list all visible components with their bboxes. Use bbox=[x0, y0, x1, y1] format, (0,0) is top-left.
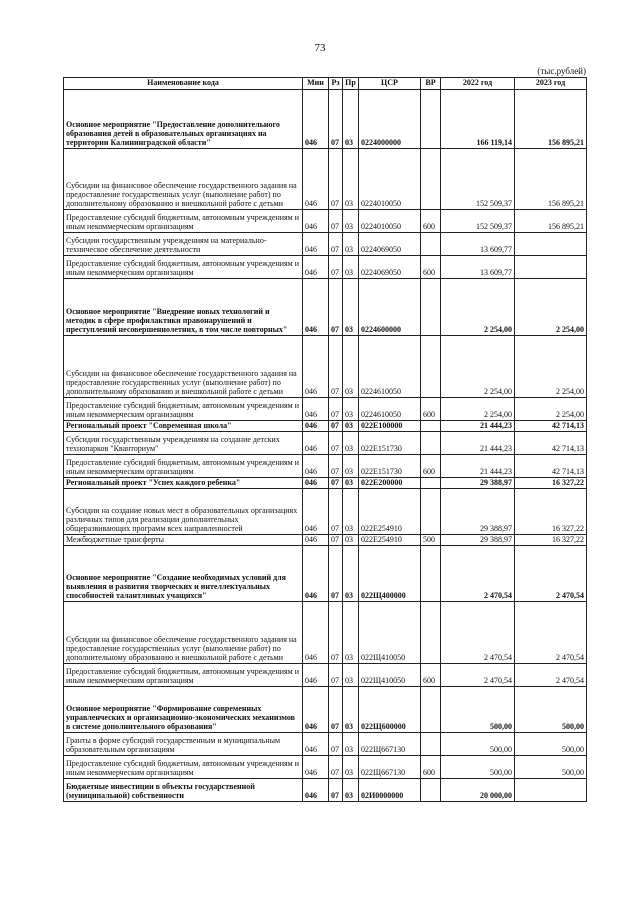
cell-min: 046 bbox=[303, 233, 329, 256]
cell-pr: 03 bbox=[343, 546, 359, 602]
cell-min: 046 bbox=[303, 398, 329, 421]
cell-csr: 022Щ410050 bbox=[359, 664, 421, 687]
cell-rz: 07 bbox=[329, 664, 343, 687]
cell-rz: 07 bbox=[329, 535, 343, 546]
cell-csr: 022E100000 bbox=[359, 421, 421, 432]
table-row bbox=[64, 779, 587, 802]
table-row bbox=[64, 421, 587, 432]
cell-name: Основное мероприятие "Формирование современных управленческих и организационно-экономических механизмов в системе дополнительного образования" bbox=[64, 687, 303, 733]
cell-name: Субсидии на создание новых мест в образовательных организациях различных типов для реализации дополнительных общеразвивающих программ всех направленностей bbox=[64, 489, 303, 535]
cell-2023: 2 470,54 bbox=[515, 602, 587, 664]
cell-vr bbox=[421, 478, 441, 489]
cell-2023: 500,00 bbox=[515, 756, 587, 779]
cell-csr: 0224010050 bbox=[359, 149, 421, 210]
cell-vr bbox=[421, 733, 441, 756]
cell-2022: 2 254,00 bbox=[441, 336, 515, 398]
cell-csr: 02И0000000 bbox=[359, 779, 421, 802]
cell-pr: 03 bbox=[343, 210, 359, 233]
cell-rz: 07 bbox=[329, 398, 343, 421]
cell-2022: 13 609,77 bbox=[441, 256, 515, 279]
cell-2022: 2 254,00 bbox=[441, 279, 515, 336]
table-row bbox=[64, 455, 587, 478]
cell-2023: 2 254,00 bbox=[515, 279, 587, 336]
cell-name: Субсидии на финансовое обеспечение государственного задания на предоставление государственных услуг (выполнение работ) по дополнительному образованию и внешкольной работе с детьми bbox=[64, 336, 303, 398]
header-min: Мин bbox=[303, 78, 329, 90]
cell-2022: 21 444,23 bbox=[441, 455, 515, 478]
cell-2023: 2 254,00 bbox=[515, 398, 587, 421]
cell-pr: 03 bbox=[343, 421, 359, 432]
cell-name: Субсидии на финансовое обеспечение государственного задания на предоставление государственных услуг (выполнение работ) по дополнительному образованию и внешкольной работе с детьми bbox=[64, 602, 303, 664]
cell-name: Межбюджетные трансферты bbox=[64, 535, 303, 546]
cell-vr: 600 bbox=[421, 210, 441, 233]
cell-2022: 152 509,37 bbox=[441, 210, 515, 233]
table-row bbox=[64, 256, 587, 279]
table-row bbox=[64, 398, 587, 421]
cell-csr: 0224069050 bbox=[359, 233, 421, 256]
table-row bbox=[64, 478, 587, 489]
table-row bbox=[64, 535, 587, 546]
cell-min: 046 bbox=[303, 546, 329, 602]
table-row bbox=[64, 336, 587, 398]
cell-min: 046 bbox=[303, 336, 329, 398]
cell-pr: 03 bbox=[343, 687, 359, 733]
cell-2022: 2 470,54 bbox=[441, 664, 515, 687]
cell-vr: 600 bbox=[421, 664, 441, 687]
cell-pr: 03 bbox=[343, 233, 359, 256]
table-row bbox=[64, 90, 587, 149]
cell-rz: 07 bbox=[329, 432, 343, 455]
cell-min: 046 bbox=[303, 455, 329, 478]
cell-rz: 07 bbox=[329, 149, 343, 210]
cell-2023: 42 714,13 bbox=[515, 432, 587, 455]
cell-rz: 07 bbox=[329, 779, 343, 802]
cell-name: Предоставление субсидий бюджетным, автономным учреждениям и иным некоммерческим организациям bbox=[64, 256, 303, 279]
cell-vr bbox=[421, 149, 441, 210]
table-row bbox=[64, 279, 587, 336]
cell-rz: 07 bbox=[329, 478, 343, 489]
table-row bbox=[64, 489, 587, 535]
table-body bbox=[64, 90, 587, 802]
cell-pr: 03 bbox=[343, 149, 359, 210]
cell-2023: 42 714,13 bbox=[515, 421, 587, 432]
cell-csr: 022E254910 bbox=[359, 535, 421, 546]
cell-min: 046 bbox=[303, 779, 329, 802]
cell-2023: 16 327,22 bbox=[515, 478, 587, 489]
cell-csr: 022Щ667130 bbox=[359, 733, 421, 756]
cell-2023: 2 254,00 bbox=[515, 336, 587, 398]
cell-min: 046 bbox=[303, 687, 329, 733]
page-number: 73 bbox=[314, 42, 326, 54]
cell-rz: 07 bbox=[329, 279, 343, 336]
cell-vr bbox=[421, 489, 441, 535]
cell-vr: 600 bbox=[421, 455, 441, 478]
cell-rz: 07 bbox=[329, 602, 343, 664]
cell-2023 bbox=[515, 256, 587, 279]
cell-2022: 2 470,54 bbox=[441, 602, 515, 664]
cell-2023: 2 470,54 bbox=[515, 664, 587, 687]
table-row bbox=[64, 233, 587, 256]
cell-csr: 022E151730 bbox=[359, 455, 421, 478]
cell-2023: 2 470,54 bbox=[515, 546, 587, 602]
cell-min: 046 bbox=[303, 756, 329, 779]
header-2022: 2022 год bbox=[441, 78, 515, 90]
cell-2023: 500,00 bbox=[515, 733, 587, 756]
cell-name: Субсидии государственным учреждениям на создание детских технопарков "Кванториум" bbox=[64, 432, 303, 455]
cell-name: Региональный проект "Успех каждого ребенка" bbox=[64, 478, 303, 489]
cell-name: Субсидии государственным учреждениям на материально-техническое обеспечение деятельности bbox=[64, 233, 303, 256]
cell-pr: 03 bbox=[343, 756, 359, 779]
cell-2023: 16 327,22 bbox=[515, 535, 587, 546]
cell-min: 046 bbox=[303, 279, 329, 336]
cell-min: 046 bbox=[303, 733, 329, 756]
cell-csr: 022Щ410050 bbox=[359, 602, 421, 664]
cell-min: 046 bbox=[303, 421, 329, 432]
cell-2022: 2 470,54 bbox=[441, 546, 515, 602]
cell-pr: 03 bbox=[343, 478, 359, 489]
cell-2022: 29 388,97 bbox=[441, 478, 515, 489]
cell-csr: 022E200000 bbox=[359, 478, 421, 489]
cell-2023 bbox=[515, 779, 587, 802]
cell-vr bbox=[421, 687, 441, 733]
header-2023: 2023 год bbox=[515, 78, 587, 90]
cell-vr: 600 bbox=[421, 256, 441, 279]
cell-pr: 03 bbox=[343, 664, 359, 687]
cell-pr: 03 bbox=[343, 602, 359, 664]
cell-rz: 07 bbox=[329, 546, 343, 602]
budget-table bbox=[63, 77, 587, 802]
cell-name: Предоставление субсидий бюджетным, автономным учреждениям и иным некоммерческим организациям bbox=[64, 455, 303, 478]
cell-csr: 0224010050 bbox=[359, 210, 421, 233]
cell-pr: 03 bbox=[343, 336, 359, 398]
header-rz: Рз bbox=[329, 78, 343, 90]
cell-min: 046 bbox=[303, 90, 329, 149]
cell-min: 046 bbox=[303, 535, 329, 546]
table-header-row bbox=[64, 78, 587, 90]
header-pr: Пр bbox=[343, 78, 359, 90]
cell-vr: 600 bbox=[421, 756, 441, 779]
cell-pr: 03 bbox=[343, 733, 359, 756]
cell-min: 046 bbox=[303, 432, 329, 455]
header-vr: ВР bbox=[421, 78, 441, 90]
cell-min: 046 bbox=[303, 149, 329, 210]
cell-2023: 156 895,21 bbox=[515, 210, 587, 233]
header-csr: ЦСР bbox=[359, 78, 421, 90]
cell-vr bbox=[421, 546, 441, 602]
table-row bbox=[64, 432, 587, 455]
cell-csr: 022Щ667130 bbox=[359, 756, 421, 779]
cell-vr bbox=[421, 90, 441, 149]
cell-2022: 29 388,97 bbox=[441, 535, 515, 546]
cell-2022: 2 254,00 bbox=[441, 398, 515, 421]
cell-pr: 03 bbox=[343, 90, 359, 149]
cell-csr: 022Щ400000 bbox=[359, 546, 421, 602]
cell-min: 046 bbox=[303, 489, 329, 535]
cell-rz: 07 bbox=[329, 687, 343, 733]
table-row bbox=[64, 602, 587, 664]
cell-vr bbox=[421, 336, 441, 398]
cell-min: 046 bbox=[303, 478, 329, 489]
cell-vr: 500 bbox=[421, 535, 441, 546]
table-row bbox=[64, 210, 587, 233]
cell-csr: 0224610050 bbox=[359, 398, 421, 421]
cell-csr: 0224069050 bbox=[359, 256, 421, 279]
cell-rz: 07 bbox=[329, 756, 343, 779]
cell-name: Основное мероприятие "Предоставление дополнительного образования детей в образовательных организациях на территории Калининградской области" bbox=[64, 90, 303, 149]
cell-pr: 03 bbox=[343, 455, 359, 478]
cell-pr: 03 bbox=[343, 279, 359, 336]
table-row bbox=[64, 664, 587, 687]
cell-rz: 07 bbox=[329, 336, 343, 398]
cell-2022: 500,00 bbox=[441, 733, 515, 756]
cell-2022: 13 609,77 bbox=[441, 233, 515, 256]
cell-vr: 600 bbox=[421, 398, 441, 421]
cell-rz: 07 bbox=[329, 233, 343, 256]
cell-name: Субсидии на финансовое обеспечение государственного задания на предоставление государственных услуг (выполнение работ) по дополнительному образованию и внешкольной работе с детьми bbox=[64, 149, 303, 210]
cell-name: Основное мероприятие "Создание необходимых условий для выявления и развития творческих и интеллектуальных способностей талантливых учащихся" bbox=[64, 546, 303, 602]
cell-rz: 07 bbox=[329, 90, 343, 149]
cell-2023: 156 895,21 bbox=[515, 149, 587, 210]
units-label: (тыс.рублей) bbox=[537, 66, 586, 76]
cell-pr: 03 bbox=[343, 779, 359, 802]
cell-csr: 022E151730 bbox=[359, 432, 421, 455]
cell-name: Предоставление субсидий бюджетным, автономным учреждениям и иным некоммерческим организациям bbox=[64, 398, 303, 421]
cell-vr bbox=[421, 779, 441, 802]
cell-2022: 21 444,23 bbox=[441, 432, 515, 455]
cell-name: Предоставление субсидий бюджетным, автономным учреждениям и иным некоммерческим организациям bbox=[64, 210, 303, 233]
header-name: Наименование кода bbox=[64, 78, 303, 90]
cell-name: Региональный проект "Современная школа" bbox=[64, 421, 303, 432]
cell-vr bbox=[421, 602, 441, 664]
cell-pr: 03 bbox=[343, 398, 359, 421]
cell-2023: 500,00 bbox=[515, 687, 587, 733]
table-row bbox=[64, 733, 587, 756]
cell-2022: 20 000,00 bbox=[441, 779, 515, 802]
cell-min: 046 bbox=[303, 210, 329, 233]
cell-name: Бюджетные инвестиции в объекты государственной (муниципальной) собственности bbox=[64, 779, 303, 802]
cell-pr: 03 bbox=[343, 432, 359, 455]
cell-vr bbox=[421, 421, 441, 432]
cell-2022: 29 388,97 bbox=[441, 489, 515, 535]
cell-rz: 07 bbox=[329, 256, 343, 279]
cell-2022: 500,00 bbox=[441, 756, 515, 779]
cell-rz: 07 bbox=[329, 210, 343, 233]
cell-csr: 0224600000 bbox=[359, 279, 421, 336]
table-row bbox=[64, 149, 587, 210]
cell-min: 046 bbox=[303, 664, 329, 687]
cell-2022: 21 444,23 bbox=[441, 421, 515, 432]
cell-2023 bbox=[515, 233, 587, 256]
cell-2022: 152 509,37 bbox=[441, 149, 515, 210]
cell-rz: 07 bbox=[329, 733, 343, 756]
cell-2023: 42 714,13 bbox=[515, 455, 587, 478]
cell-pr: 03 bbox=[343, 489, 359, 535]
cell-rz: 07 bbox=[329, 421, 343, 432]
cell-2023: 156 895,21 bbox=[515, 90, 587, 149]
cell-name: Гранты в форме субсидий государственным и муниципальным образовательным организациям bbox=[64, 733, 303, 756]
cell-2022: 166 119,14 bbox=[441, 90, 515, 149]
cell-pr: 03 bbox=[343, 256, 359, 279]
cell-rz: 07 bbox=[329, 489, 343, 535]
cell-vr bbox=[421, 432, 441, 455]
cell-csr: 0224610050 bbox=[359, 336, 421, 398]
cell-csr: 0224000000 bbox=[359, 90, 421, 149]
cell-pr: 03 bbox=[343, 535, 359, 546]
cell-2023: 16 327,22 bbox=[515, 489, 587, 535]
table-row bbox=[64, 687, 587, 733]
table-row bbox=[64, 546, 587, 602]
cell-min: 046 bbox=[303, 256, 329, 279]
cell-name: Предоставление субсидий бюджетным, автономным учреждениям и иным некоммерческим организациям bbox=[64, 756, 303, 779]
cell-name: Предоставление субсидий бюджетным, автономным учреждениям и иным некоммерческим организациям bbox=[64, 664, 303, 687]
cell-vr bbox=[421, 233, 441, 256]
cell-2022: 500,00 bbox=[441, 687, 515, 733]
cell-csr: 022E254910 bbox=[359, 489, 421, 535]
cell-rz: 07 bbox=[329, 455, 343, 478]
cell-csr: 022Щ600000 bbox=[359, 687, 421, 733]
cell-vr bbox=[421, 279, 441, 336]
cell-min: 046 bbox=[303, 602, 329, 664]
cell-name: Основное мероприятие "Внедрение новых технологий и методик в сфере профилактики правонарушений и преступлений несовершеннолетних, в том числе повторных" bbox=[64, 279, 303, 336]
table-row bbox=[64, 756, 587, 779]
